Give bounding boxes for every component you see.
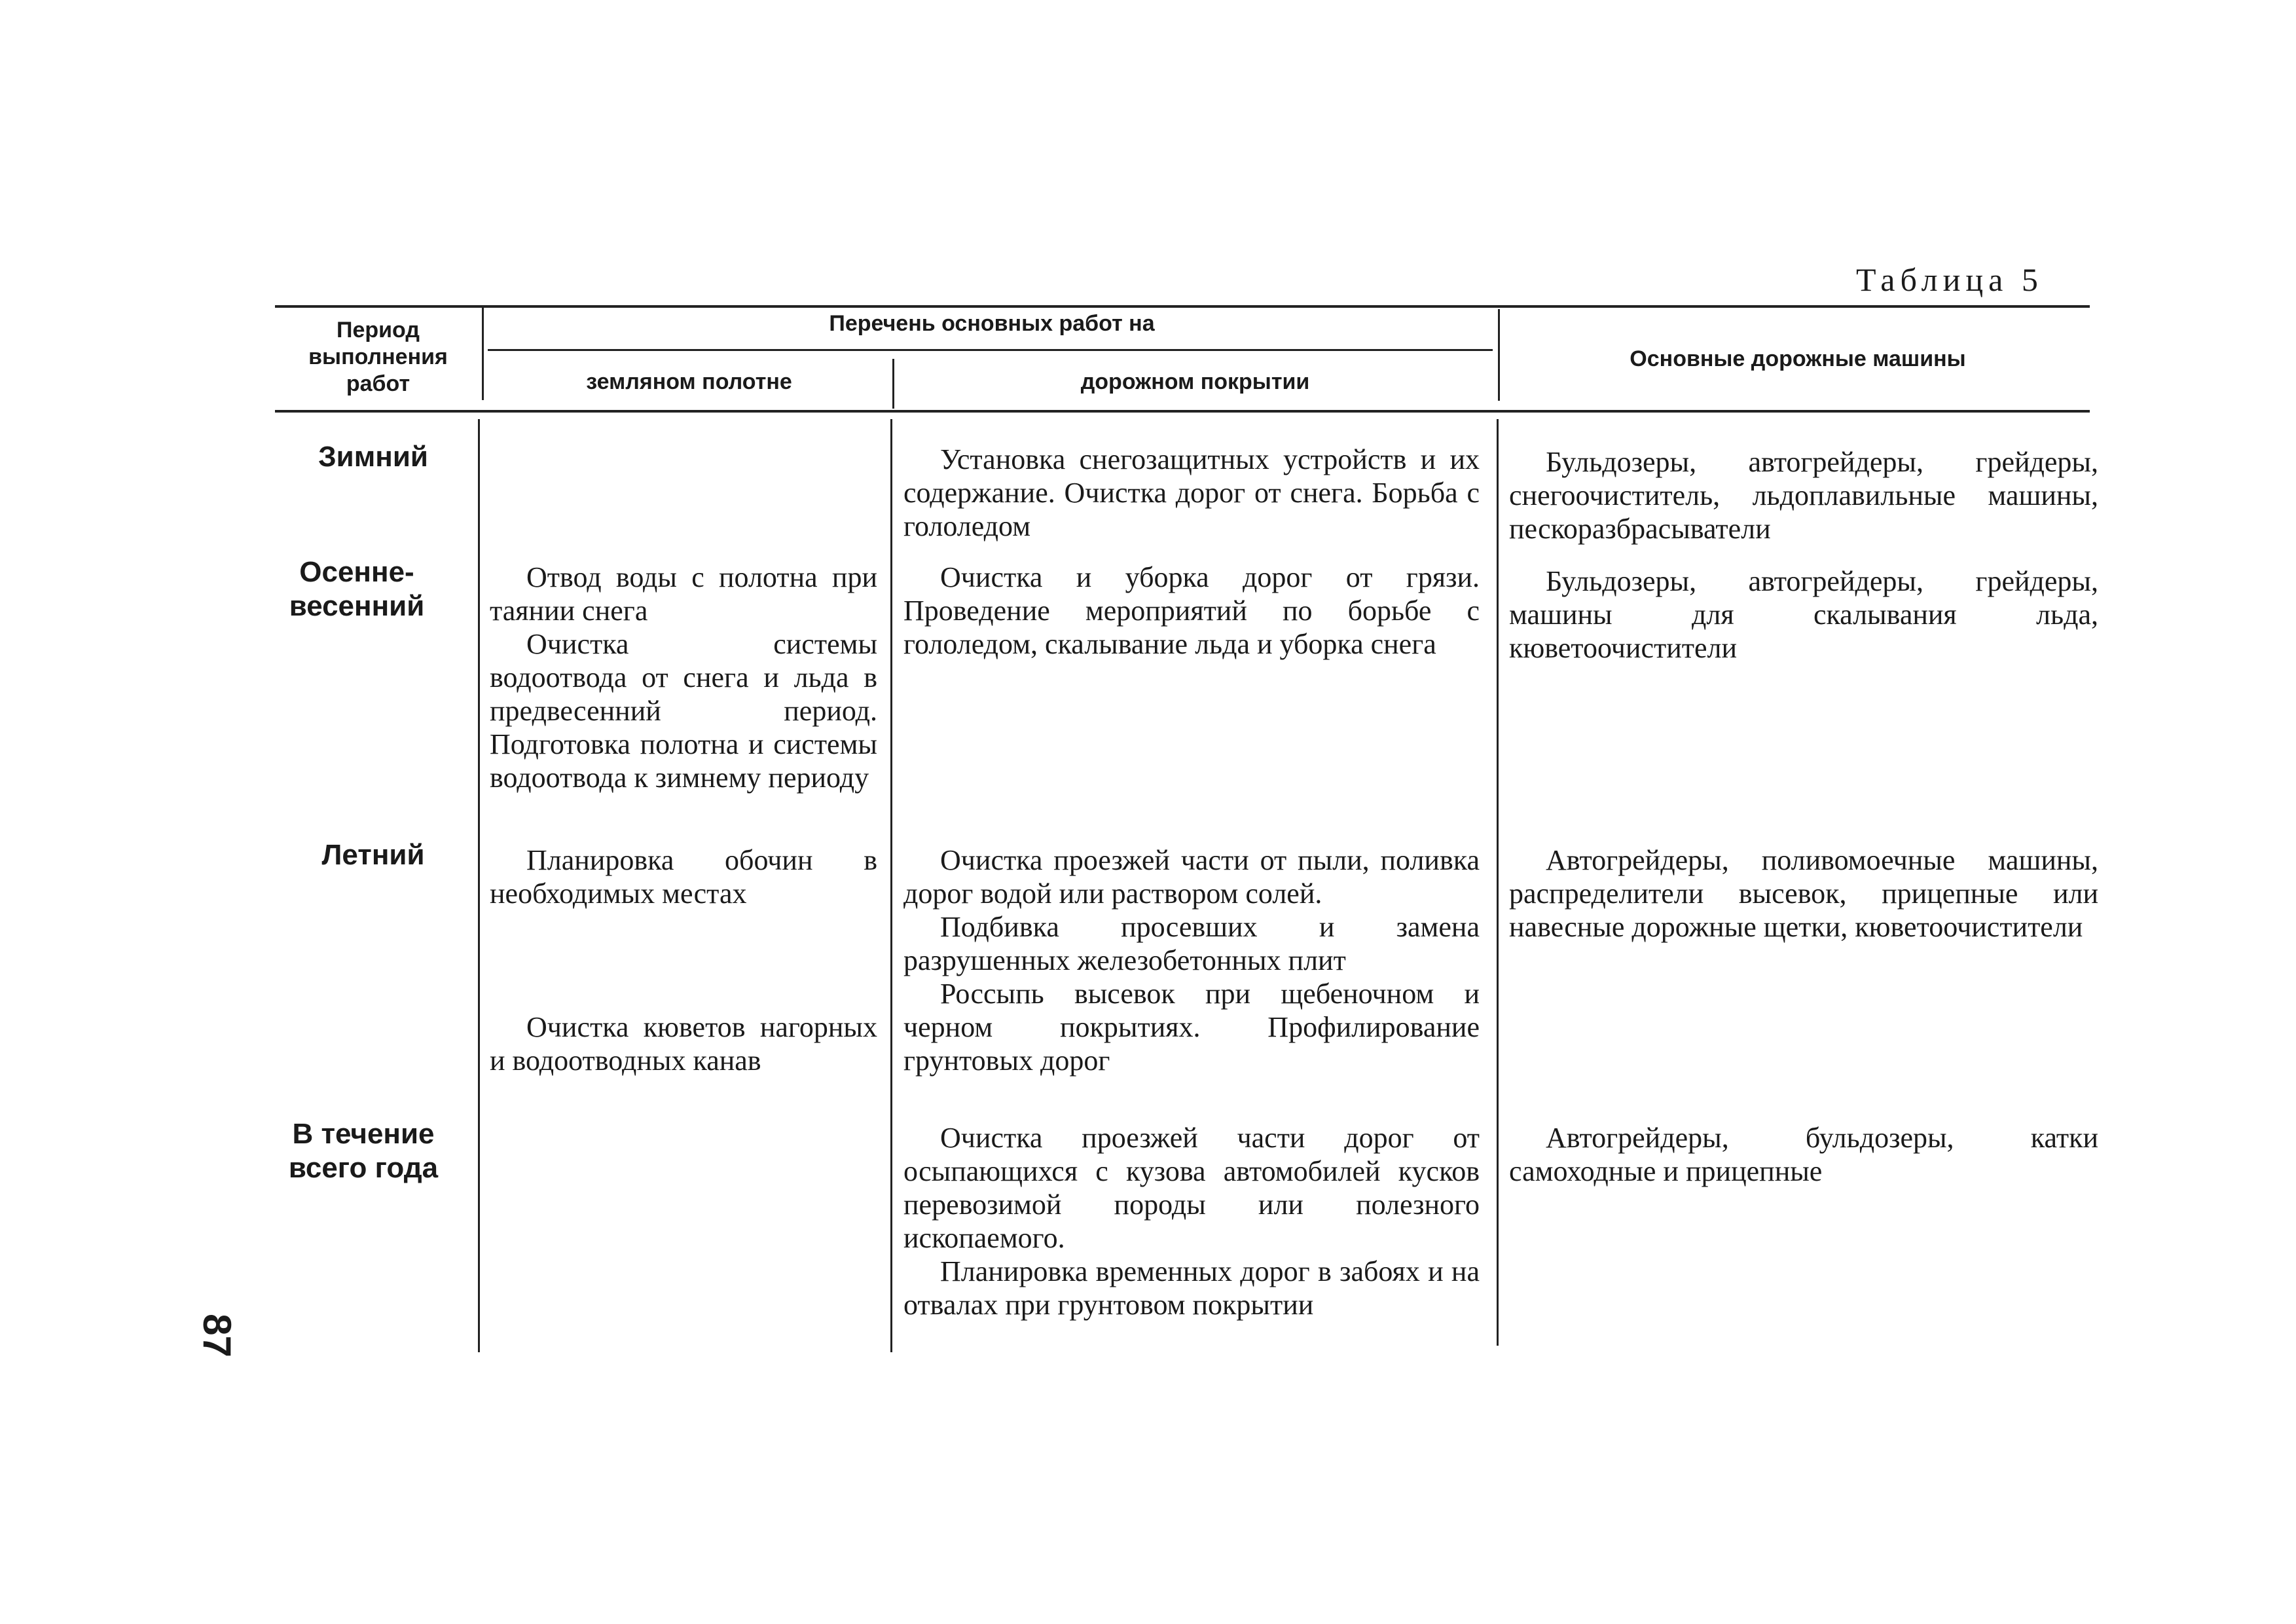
pavement-winter-text: Установка снегозащитных устройств и их содержание. Очистка дорог от снега. Борьба с гололедом [903, 443, 1480, 542]
pavement-all-year [903, 1121, 1480, 1321]
pavement-winter [903, 443, 1480, 543]
pavement-all-year-text-1: Очистка проезжей части дорог от осыпающихся с кузова автомобилей кусков перевозимой породы или полезного ископаемого. [903, 1122, 1480, 1254]
pavement-autumn-spring [903, 561, 1480, 661]
header-subdivider-rule [488, 349, 1493, 351]
column-divider-2-header [892, 359, 894, 409]
machines-autumn-spring-text: Бульдозеры, автогрейдеры, грейдеры, машины для скалывания льда, кюветоочистители [1509, 565, 2098, 664]
machines-summer-text: Автогрейдеры, поливомоечные машины, распределители высевок, прицепные или навесные дорожные щетки, кюветоочистители [1509, 844, 2098, 943]
header-works-group: Перечень основных работ на [829, 311, 1155, 336]
earth-summer-text-1: Планировка обочин в необходимых местах [490, 844, 877, 910]
machines-all-year [1509, 1121, 2098, 1188]
earth-summer [490, 843, 877, 1077]
earth-autumn-spring-text-1: Отвод воды с полотна при таянии снега [490, 561, 877, 627]
period-all-year: В течение всего года [288, 1118, 439, 1184]
column-divider-3-header [1498, 309, 1500, 401]
header-earth: земляном полотне [586, 369, 792, 394]
pavement-summer-text-3: Россыпь высевок при щебеночном и черном покрытиях. Профилирование грунтовых дорог [903, 978, 1480, 1077]
pavement-all-year-text-2: Планировка временных дорог в забоях и на отвалах при грунтовом покрытии [903, 1255, 1480, 1321]
machines-winter-text: Бульдозеры, автогрейдеры, грейдеры, снегоочиститель, льдоплавильные машины, пескоразбрасыватели [1509, 446, 2098, 545]
machines-winter [1509, 445, 2098, 545]
earth-autumn-spring [490, 561, 877, 794]
period-autumn-spring: Осенне-весенний [289, 556, 425, 622]
table-top-rule [275, 305, 2090, 308]
header-pavement: дорожном покрытии [1080, 369, 1310, 394]
earth-summer-text-2: Очистка кюветов нагорных и водоотводных канав [490, 1011, 877, 1077]
table-number: Таблица 5 [1856, 261, 2043, 298]
column-divider-2-body [890, 419, 892, 1352]
header-bottom-rule [275, 410, 2090, 413]
pavement-autumn-spring-text: Очистка и уборка дорог от грязи. Проведение мероприятий по борьбе с гололедом, скалывание льда и уборка снега [903, 561, 1480, 660]
machines-all-year-text: Автогрейдеры, бульдозеры, катки самоходные и прицепные [1509, 1122, 2098, 1187]
column-divider-3-body [1497, 419, 1499, 1346]
column-divider-1-body [478, 419, 480, 1352]
pavement-summer-text-1: Очистка проезжей части от пыли, поливка дорог водой или раствором солей. [903, 844, 1480, 910]
earth-autumn-spring-text-2: Очистка системы водоотвода от снега и льда в предвесенний период. Подготовка полотна и системы водоотвода к зимнему периоду [490, 628, 877, 794]
pavement-summer-text-2: Подбивка просевших и замена разрушенных железобетонных плит [903, 911, 1480, 976]
machines-autumn-spring [1509, 564, 2098, 665]
period-winter: Зимний [318, 441, 428, 473]
header-period: Период выполнения работ [308, 318, 448, 396]
page-number: 87 [194, 1314, 239, 1357]
machines-summer [1509, 843, 2098, 944]
pavement-summer [903, 843, 1480, 1077]
header-machines: Основные дорожные машины [1630, 346, 1966, 371]
column-divider-1-header [482, 306, 484, 400]
period-summer: Летний [321, 839, 425, 871]
